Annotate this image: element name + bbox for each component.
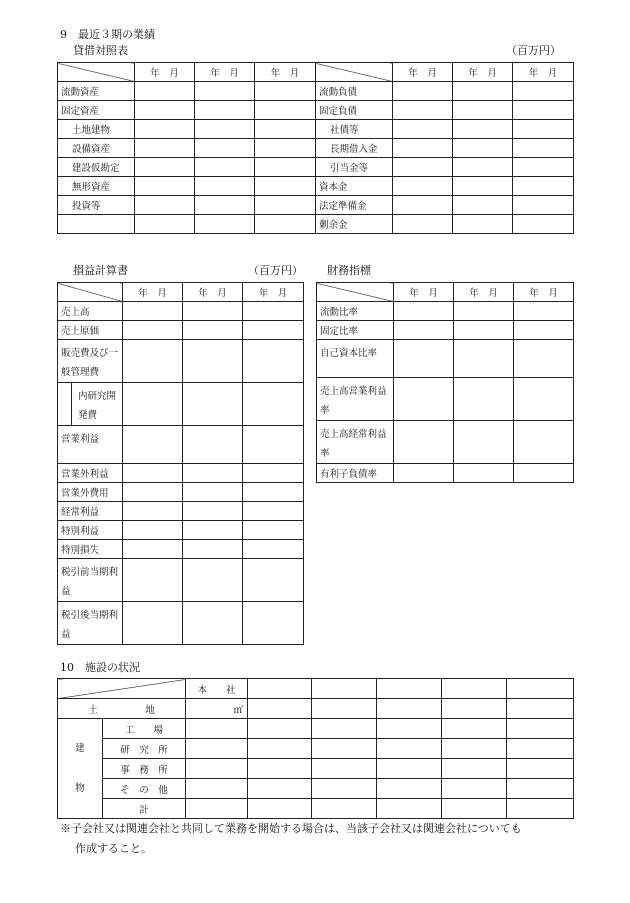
bs-asset-value xyxy=(195,196,255,215)
bs-asset-value xyxy=(135,82,195,101)
pl-value xyxy=(123,483,183,502)
building-char-2: 物 xyxy=(75,782,85,794)
pl-value xyxy=(123,383,183,426)
bs-row xyxy=(58,101,574,120)
bs-asset-value xyxy=(195,82,255,101)
bs-asset-label: 建設仮勘定 xyxy=(58,158,135,177)
pl-value xyxy=(123,521,183,540)
bs-asset-label: 無形資産 xyxy=(58,177,135,196)
bs-row xyxy=(58,215,574,234)
bs-liability-value xyxy=(513,120,574,139)
financial-indicators-table xyxy=(316,282,574,483)
bs-asset-value xyxy=(255,101,316,120)
pl-year-month: 年 月 xyxy=(123,283,183,302)
section-9-title: 9 最近３期の業績 xyxy=(60,28,155,41)
facilities-row-factory: 工 場 xyxy=(103,719,186,739)
bs-asset-value xyxy=(195,158,255,177)
bs-right-year-month: 年 月 xyxy=(453,63,513,82)
bs-asset-value xyxy=(135,158,195,177)
bs-asset-label: 設備資産 xyxy=(58,139,135,158)
pl-value xyxy=(123,340,183,383)
bs-asset-value xyxy=(255,215,316,234)
bs-liability-value xyxy=(453,101,513,120)
bs-asset-label: 流動資産 xyxy=(58,82,135,101)
bs-liability-value xyxy=(393,120,453,139)
bs-right-year-month: 年 月 xyxy=(513,63,574,82)
fi-row xyxy=(317,464,574,483)
fi-year-month: 年 月 xyxy=(454,283,514,302)
pl-value xyxy=(243,502,304,521)
bs-liability-value xyxy=(453,196,513,215)
pl-row xyxy=(58,321,304,340)
pl-value xyxy=(243,340,304,383)
bs-asset-value xyxy=(255,120,316,139)
bs-asset-label xyxy=(58,215,135,234)
pl-value xyxy=(183,340,243,383)
facilities-land-label: 土 地 xyxy=(58,699,186,719)
bs-asset-value xyxy=(255,158,316,177)
fi-row xyxy=(317,340,574,378)
bs-liability-label: 剰余金 xyxy=(316,215,393,234)
pl-row xyxy=(58,302,304,321)
fi-year-month: 年 月 xyxy=(514,283,574,302)
bs-liability-value xyxy=(393,82,453,101)
bs-liability-value xyxy=(393,196,453,215)
financial-indicators-title: 財務指標 xyxy=(327,264,371,277)
bs-liability-value xyxy=(453,82,513,101)
fi-value xyxy=(514,302,574,321)
fi-value xyxy=(394,378,454,421)
fi-label: 有利子負債率 xyxy=(317,464,394,483)
pl-value xyxy=(183,464,243,483)
bs-asset-value xyxy=(195,177,255,196)
bs-liability-value xyxy=(453,120,513,139)
fi-value xyxy=(394,321,454,340)
pl-value xyxy=(183,502,243,521)
fi-value xyxy=(514,321,574,340)
pl-row xyxy=(58,602,304,645)
pl-value xyxy=(183,426,243,464)
bs-asset-value xyxy=(255,177,316,196)
bs-row xyxy=(58,196,574,215)
pl-row xyxy=(58,483,304,502)
bs-asset-value xyxy=(195,101,255,120)
fi-value xyxy=(514,464,574,483)
pl-value xyxy=(183,540,243,559)
section-10-title: 10 施設の状況 xyxy=(60,661,140,674)
bs-liability-label: 社債等 xyxy=(316,120,393,139)
pl-value xyxy=(123,464,183,483)
bs-asset-value xyxy=(195,215,255,234)
bs-row xyxy=(58,82,574,101)
fi-value xyxy=(454,302,514,321)
pl-value xyxy=(123,602,183,645)
pl-header-diagonal xyxy=(58,283,123,302)
pl-label: 売上高 xyxy=(58,302,123,321)
fi-value xyxy=(394,302,454,321)
pl-label: 内研究開発費 xyxy=(58,383,123,426)
balance-sheet-title: 貸借対照表 xyxy=(73,44,128,57)
fi-value xyxy=(454,321,514,340)
bs-liability-value xyxy=(393,158,453,177)
fi-header-diagonal xyxy=(317,283,394,302)
pl-label: 営業利益 xyxy=(58,426,123,464)
pl-row xyxy=(58,383,304,426)
pl-label: 税引後当期利益 xyxy=(58,602,123,645)
fi-value xyxy=(394,340,454,378)
bs-liability-value xyxy=(393,215,453,234)
fi-value xyxy=(514,340,574,378)
pl-value xyxy=(183,302,243,321)
fi-value xyxy=(454,464,514,483)
bs-asset-value xyxy=(255,82,316,101)
pl-value xyxy=(123,321,183,340)
bs-liability-value xyxy=(453,215,513,234)
bs-asset-value xyxy=(135,177,195,196)
pl-value xyxy=(243,602,304,645)
building-char-1: 建 xyxy=(75,742,85,754)
bs-liability-value xyxy=(513,139,574,158)
bs-left-year-month: 年 月 xyxy=(195,63,255,82)
fi-value xyxy=(394,421,454,464)
fi-value xyxy=(454,421,514,464)
bs-asset-value xyxy=(135,101,195,120)
pl-value xyxy=(123,559,183,602)
pl-row xyxy=(58,521,304,540)
fi-label: 流動比率 xyxy=(317,302,394,321)
pl-value xyxy=(183,559,243,602)
fi-value xyxy=(394,464,454,483)
pl-value xyxy=(243,383,304,426)
pl-value xyxy=(243,426,304,464)
fi-label: 売上高営業利益率 xyxy=(317,378,394,421)
facilities-row-office: 事 務 所 xyxy=(103,759,186,779)
pl-label: 特別損失 xyxy=(58,540,123,559)
bs-asset-value xyxy=(255,139,316,158)
fi-row xyxy=(317,378,574,421)
pl-value xyxy=(123,426,183,464)
bs-liability-label: 法定準備金 xyxy=(316,196,393,215)
facilities-head-office: 本 社 xyxy=(186,679,248,699)
bs-asset-label: 土地建物 xyxy=(58,120,135,139)
fi-value xyxy=(514,421,574,464)
pl-value xyxy=(243,321,304,340)
pl-value xyxy=(183,483,243,502)
bs-row xyxy=(58,158,574,177)
facilities-row-total: 計 xyxy=(103,799,186,819)
fi-row xyxy=(317,302,574,321)
pl-value xyxy=(183,321,243,340)
pl-value xyxy=(243,559,304,602)
fi-row xyxy=(317,421,574,464)
pl-value xyxy=(123,540,183,559)
pl-value xyxy=(243,464,304,483)
bs-row xyxy=(58,120,574,139)
bs-liability-label: 流動負債 xyxy=(316,82,393,101)
pl-label: 税引前当期利益 xyxy=(58,559,123,602)
pl-value xyxy=(243,540,304,559)
pl-row xyxy=(58,559,304,602)
bs-asset-value xyxy=(135,215,195,234)
bs-row xyxy=(58,177,574,196)
pl-row xyxy=(58,464,304,483)
bs-asset-value xyxy=(255,196,316,215)
bs-right-year-month: 年 月 xyxy=(393,63,453,82)
bs-asset-value xyxy=(195,139,255,158)
pl-row xyxy=(58,426,304,464)
note-line-2: 作成すること。 xyxy=(75,842,152,855)
bs-liability-label: 長期借入金 xyxy=(316,139,393,158)
bs-asset-value xyxy=(195,120,255,139)
bs-right-header-diagonal xyxy=(316,63,393,82)
bs-liability-value xyxy=(513,101,574,120)
fi-value xyxy=(454,378,514,421)
fi-value xyxy=(514,378,574,421)
pl-value xyxy=(243,302,304,321)
pl-value xyxy=(243,521,304,540)
pl-year-month: 年 月 xyxy=(183,283,243,302)
facilities-table xyxy=(57,678,574,819)
pl-value xyxy=(183,521,243,540)
pl-label: 経常利益 xyxy=(58,502,123,521)
pl-value xyxy=(183,602,243,645)
bs-liability-value xyxy=(453,139,513,158)
bs-liability-value xyxy=(453,158,513,177)
balance-sheet-table xyxy=(57,62,574,234)
bs-liability-value xyxy=(513,82,574,101)
bs-left-header-diagonal xyxy=(58,63,135,82)
bs-asset-value xyxy=(135,120,195,139)
bs-asset-label: 固定資産 xyxy=(58,101,135,120)
bs-liability-label: 引当金等 xyxy=(316,158,393,177)
bs-liability-value xyxy=(513,215,574,234)
pl-year-month: 年 月 xyxy=(243,283,304,302)
pl-label: 売上原価 xyxy=(58,321,123,340)
facilities-building-label xyxy=(58,719,103,819)
pl-label: 営業外利益 xyxy=(58,464,123,483)
bs-liability-label: 固定負債 xyxy=(316,101,393,120)
fi-value xyxy=(454,340,514,378)
pl-row xyxy=(58,540,304,559)
pl-label: 販売費及び一般管理費 xyxy=(58,340,123,383)
bs-liability-value xyxy=(453,177,513,196)
bs-liability-value xyxy=(393,139,453,158)
pl-row xyxy=(58,502,304,521)
pl-value xyxy=(123,302,183,321)
income-statement-unit: （百万円） xyxy=(248,264,303,277)
fi-label: 自己資本比率 xyxy=(317,340,394,378)
bs-row xyxy=(58,139,574,158)
balance-sheet-unit: （百万円） xyxy=(506,44,561,57)
bs-left-year-month: 年 月 xyxy=(135,63,195,82)
facilities-row-other: そ の 他 xyxy=(103,779,186,799)
fi-row xyxy=(317,321,574,340)
fi-label: 固定比率 xyxy=(317,321,394,340)
facilities-row-lab: 研 究 所 xyxy=(103,739,186,759)
bs-asset-label: 投資等 xyxy=(58,196,135,215)
bs-asset-value xyxy=(135,139,195,158)
pl-value xyxy=(123,502,183,521)
pl-value xyxy=(243,483,304,502)
pl-row xyxy=(58,340,304,383)
facilities-header-diagonal xyxy=(58,679,186,699)
bs-liability-value xyxy=(393,101,453,120)
income-statement-table xyxy=(57,282,304,645)
bs-liability-value xyxy=(513,196,574,215)
bs-liability-label: 資本金 xyxy=(316,177,393,196)
fi-year-month: 年 月 xyxy=(394,283,454,302)
bs-liability-value xyxy=(513,177,574,196)
note-line-1: ※子会社又は関連会社と共同して業務を開始する場合は、当該子会社又は関連会社についても xyxy=(60,822,522,835)
pl-label: 営業外費用 xyxy=(58,483,123,502)
facilities-land-unit: ㎡ xyxy=(186,699,248,719)
income-statement-title: 損益計算書 xyxy=(73,264,128,277)
bs-liability-value xyxy=(393,177,453,196)
pl-label: 特別利益 xyxy=(58,521,123,540)
bs-left-year-month: 年 月 xyxy=(255,63,316,82)
fi-label: 売上高経常利益率 xyxy=(317,421,394,464)
bs-asset-value xyxy=(135,196,195,215)
bs-liability-value xyxy=(513,158,574,177)
pl-value xyxy=(183,383,243,426)
